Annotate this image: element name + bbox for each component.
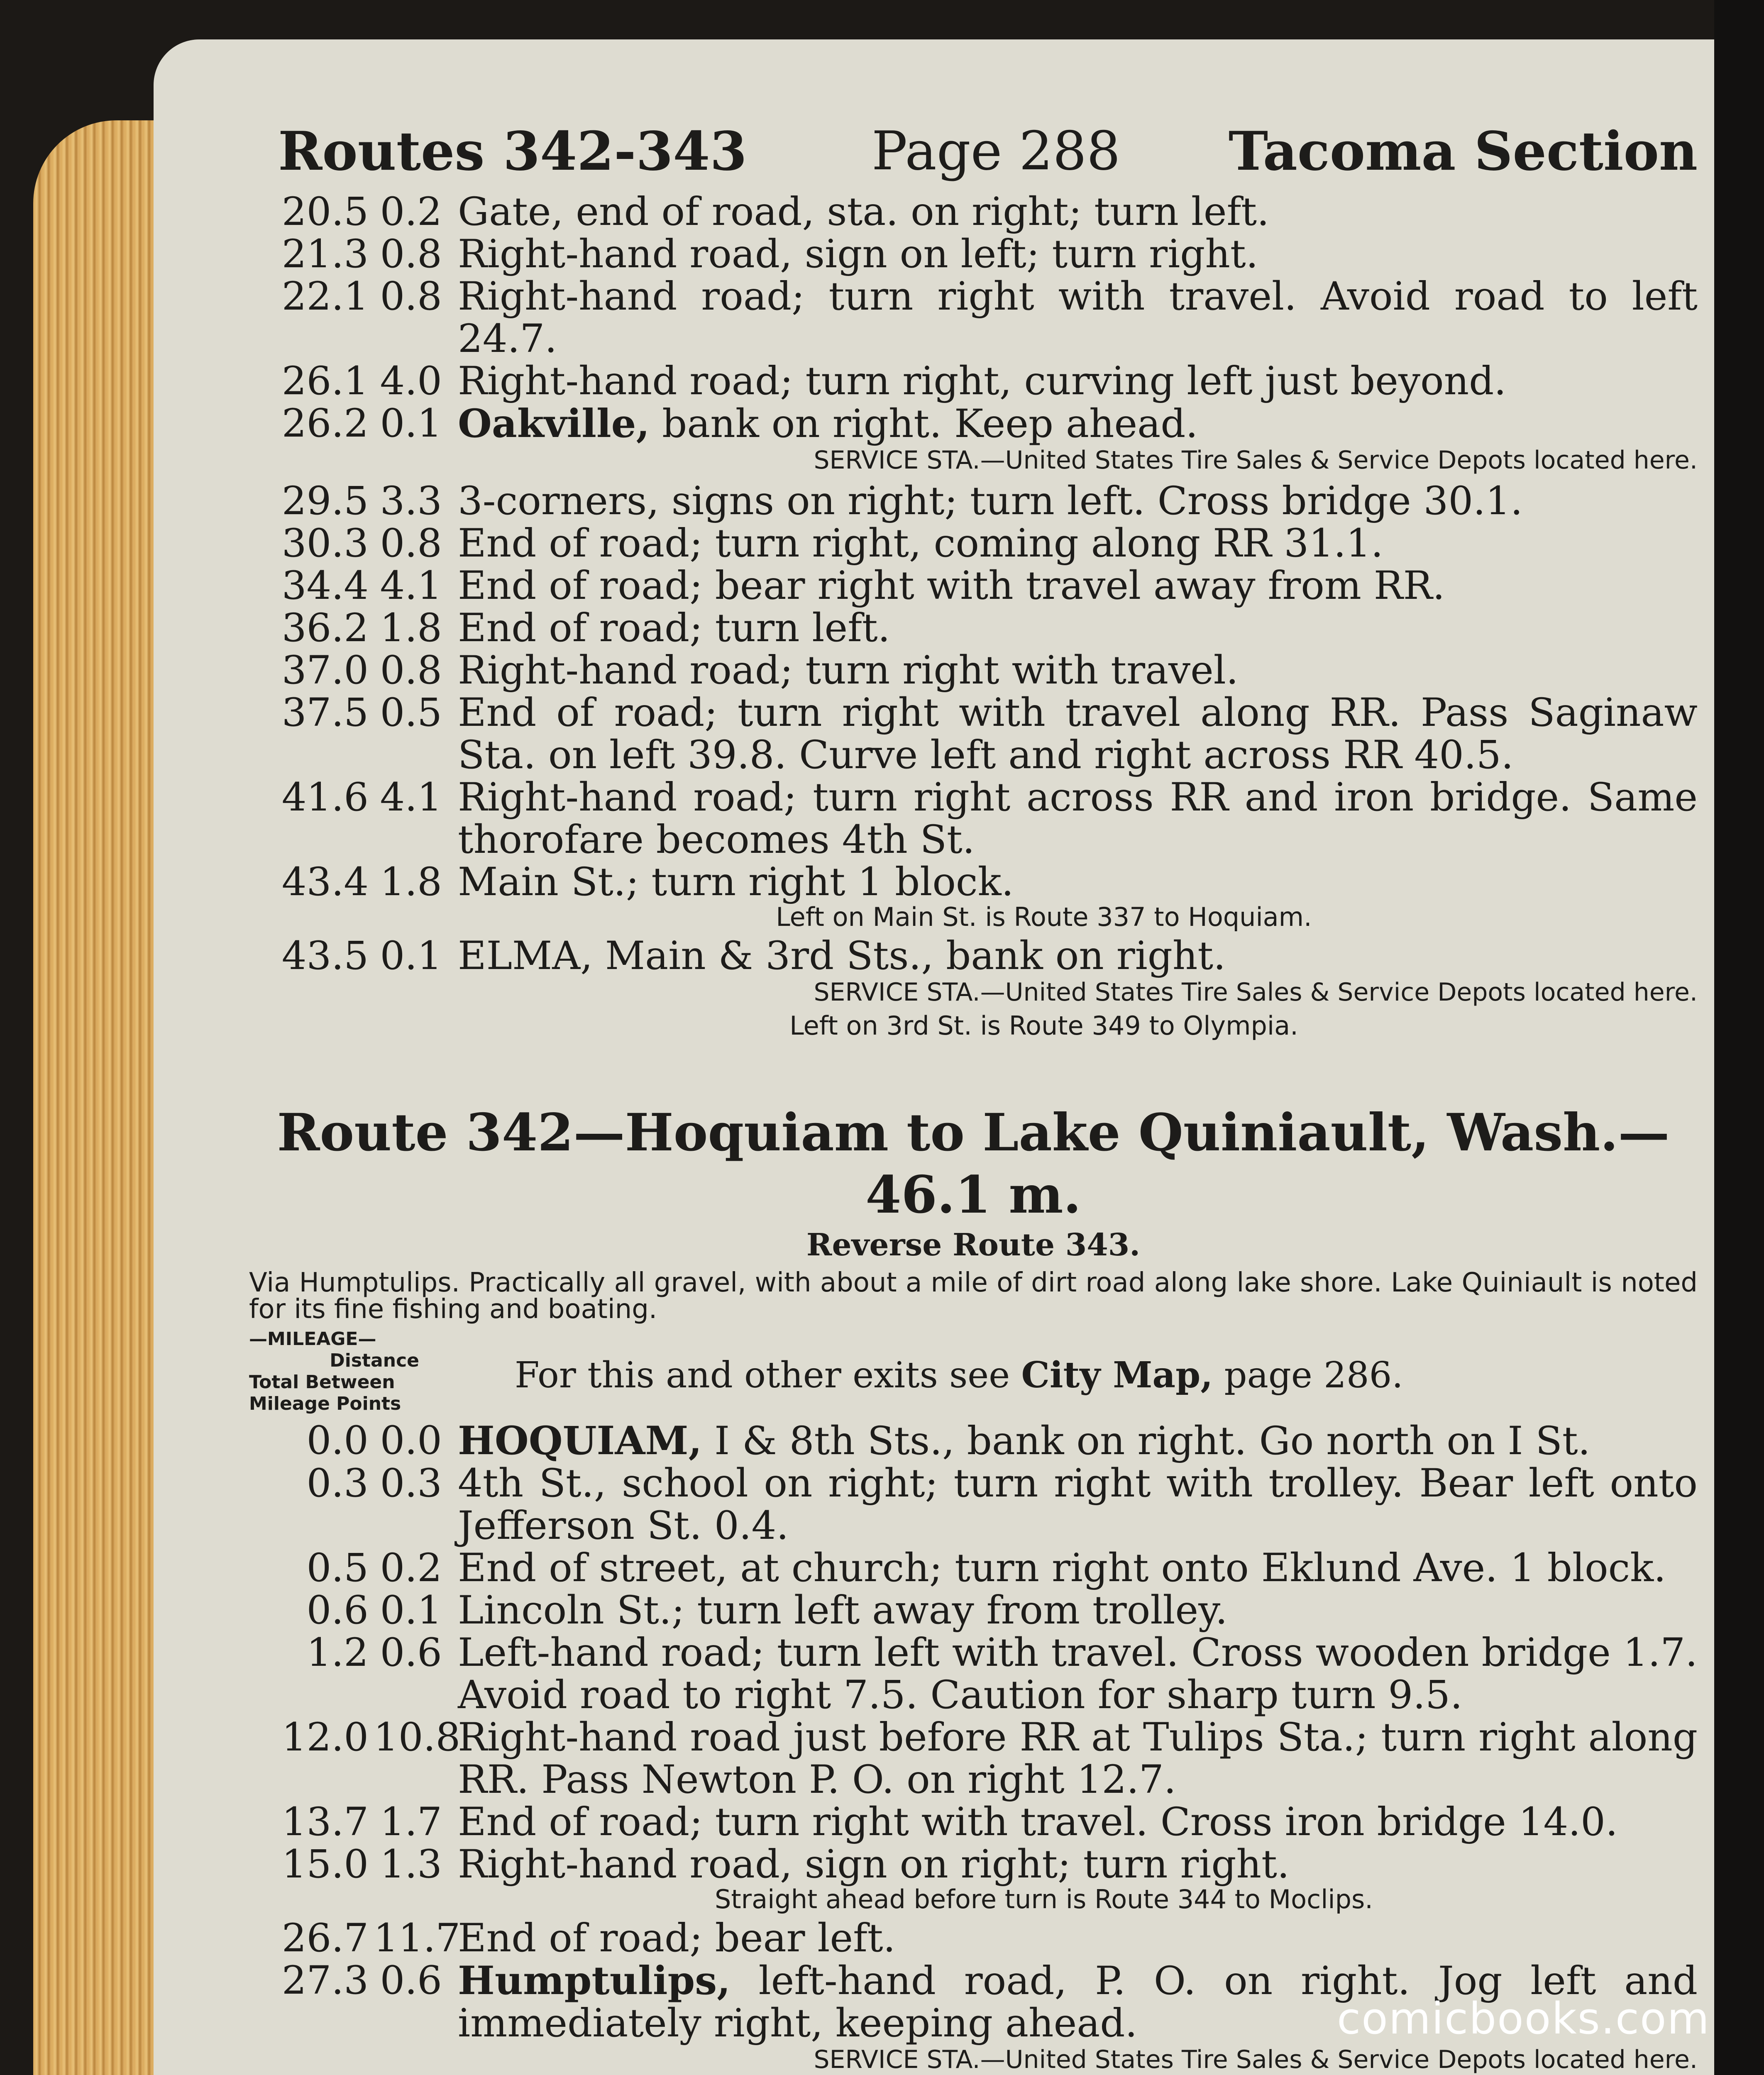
direction-text (442, 360, 1698, 403)
direction-text (442, 403, 1698, 445)
direction-text (442, 1462, 1698, 1547)
total-mileage: 43.5 (281, 933, 369, 979)
place-name: HOQUIAM, (458, 1418, 702, 1464)
total-mileage: 20.5 (281, 189, 369, 234)
total-mileage: 1.2 (306, 1630, 369, 1675)
direction-detail: Main St.; turn right 1 block. (458, 859, 1014, 905)
direction-detail: End of road; turn right, coming along RR 31.1. (458, 521, 1383, 566)
route-entry (249, 191, 1698, 233)
total-mileage: 21.3 (281, 232, 369, 277)
total-mileage: 29.5 (281, 478, 369, 524)
route-entry (249, 861, 1698, 903)
direction-detail: Right-hand road; turn right across RR and iron bridge. Same thorofare becomes 4th St. (458, 775, 1698, 862)
route-entry (249, 276, 1698, 360)
mileage-legend: —MILEAGE— Distance Total Between Mileage Points (249, 1328, 419, 1414)
direction-detail: 3-corners, signs on right; turn left. Cross bridge 30.1. (458, 478, 1523, 524)
direction-detail: Right-hand road; turn right with travel. (458, 648, 1239, 693)
distance-between: 0.2 (380, 189, 442, 234)
total-mileage: 0.5 (306, 1545, 369, 1591)
distance-between: 0.5 (380, 690, 442, 735)
direction-text (442, 1843, 1698, 1886)
route-connection-note: Left on 3rd St. is Route 349 to Olympia. (789, 1011, 1298, 1041)
route-entry (249, 565, 1698, 607)
total-mileage: 37.0 (281, 648, 369, 693)
route-connection-note: Straight ahead before turn is Route 344 to Moclips. (714, 1884, 1373, 1914)
route-entry (249, 480, 1698, 522)
distance-between: 0.8 (380, 274, 442, 319)
direction-text (442, 1917, 1698, 1960)
route-entry (249, 607, 1698, 649)
route-continuation (249, 191, 1698, 1040)
distance-between: 4.0 (380, 359, 442, 404)
distance-between: 0.1 (380, 1588, 442, 1633)
total-mileage: 37.5 (281, 690, 369, 735)
direction-text (442, 1589, 1698, 1632)
direction-text (442, 522, 1698, 565)
header-page: Page 288 (872, 120, 1121, 182)
route-342-title: Route 342—Hoquiam to Lake Quiniault, Wash.—46.1 m. (277, 1103, 1670, 1225)
distance-between: 0.1 (380, 933, 442, 979)
distance-between: 0.6 (380, 1630, 442, 1675)
route-entry (249, 1420, 1698, 1462)
service-station-note: SERVICE STA.—United States Tire Sales & Service Depots located here. (814, 978, 1698, 1007)
direction-detail: Right-hand road; turn right with travel. Avoid road to left 24.7. (458, 274, 1698, 361)
distance-between: 0.2 (380, 1545, 442, 1591)
running-header (249, 120, 1698, 191)
total-mileage: 26.2 (281, 401, 369, 446)
total-mileage: 22.1 (281, 274, 369, 319)
direction-text (442, 692, 1698, 776)
total-mileage: 27.3 (281, 1958, 369, 2003)
route-entry (249, 1462, 1698, 1547)
total-mileage: 43.4 (281, 859, 369, 905)
distance-between: 10.8 (374, 1715, 461, 1760)
direction-text (442, 935, 1698, 977)
total-mileage: 30.3 (281, 521, 369, 566)
distance-between: 1.7 (380, 1799, 442, 1845)
route-entry (249, 360, 1698, 403)
direction-detail: Right-hand road, sign on left; turn right. (458, 232, 1258, 277)
route-entry (249, 1843, 1698, 1886)
distance-between: 0.3 (380, 1461, 442, 1506)
direction-detail: left-hand road, P. O. on right. Jog left and immediately right, keeping ahead. (458, 1958, 1698, 2046)
route-entry (249, 776, 1698, 861)
direction-detail: Lincoln St.; turn left away from trolley. (458, 1588, 1228, 1633)
direction-text (442, 1547, 1698, 1589)
total-mileage: 26.1 (281, 359, 369, 404)
book-binding (1714, 0, 1764, 2075)
distance-between: 0.8 (380, 521, 442, 566)
direction-detail: Right-hand road; turn right, curving left just beyond. (458, 359, 1507, 404)
distance-between: 0.8 (380, 232, 442, 277)
route-entry (249, 1589, 1698, 1632)
direction-text (442, 776, 1698, 861)
service-station-note: SERVICE STA.—United States Tire Sales & Service Depots located here. (814, 2045, 1698, 2074)
direction-text (442, 565, 1698, 607)
direction-text (442, 233, 1698, 276)
watermark: comicbooks.com (1336, 1993, 1710, 2044)
route-entry (249, 649, 1698, 692)
exits-note: For this and other exits see City Map, page 286. (515, 1354, 1403, 1396)
direction-text (442, 191, 1698, 233)
distance-between: 0.8 (380, 648, 442, 693)
route-entry (249, 935, 1698, 977)
direction-detail: Left-hand road; turn left with travel. Cross wooden bridge 1.7. Avoid road to right 7.5. Caution for sharp turn 9.5. (458, 1630, 1698, 1718)
route-entry (249, 1547, 1698, 1589)
total-mileage: 13.7 (281, 1799, 369, 1845)
direction-text (442, 1801, 1698, 1843)
distance-between: 0.6 (380, 1958, 442, 2003)
service-station-note: SERVICE STA.—United States Tire Sales & Service Depots located here. (814, 446, 1698, 475)
direction-detail: I & 8th Sts., bank on right. Go north on I St. (714, 1418, 1591, 1464)
direction-detail: Right-hand road just before RR at Tulips Sta.; turn right along RR. Pass Newton P. O. on right 12.7. (458, 1715, 1698, 1802)
route-342-entries (249, 1420, 1698, 2075)
total-mileage: 26.7 (281, 1916, 369, 1961)
direction-text (442, 649, 1698, 692)
direction-text (442, 861, 1698, 903)
direction-detail: 4th St., school on right; turn right with trolley. Bear left onto Jefferson St. 0.4. (458, 1461, 1698, 1548)
distance-between: 1.8 (380, 859, 442, 905)
distance-between: 0.1 (380, 401, 442, 446)
direction-detail: ELMA, Main & 3rd Sts., bank on right. (458, 933, 1226, 979)
distance-between: 4.1 (380, 563, 442, 608)
total-mileage: 34.4 (281, 563, 369, 608)
distance-between: 4.1 (380, 775, 442, 820)
direction-detail: End of road; turn right with travel. Cross iron bridge 14.0. (458, 1799, 1618, 1845)
total-mileage: 15.0 (281, 1842, 369, 1887)
route-connection-note: Left on Main St. is Route 337 to Hoquiam. (776, 902, 1312, 932)
total-mileage: 0.0 (306, 1418, 369, 1463)
total-mileage: 12.0 (281, 1715, 369, 1760)
direction-detail: Gate, end of road, sta. on right; turn left. (458, 189, 1269, 234)
page-content (249, 120, 1698, 2075)
total-mileage: 36.2 (281, 605, 369, 651)
direction-text (442, 607, 1698, 649)
direction-detail: Right-hand road, sign on right; turn right. (458, 1842, 1290, 1887)
place-name: Oakville, (458, 401, 650, 447)
direction-detail: End of road; turn right with travel along RR. Pass Saginaw Sta. on left 39.8. Curve left and right across RR 40.5. (458, 690, 1698, 778)
direction-detail: End of road; bear left. (458, 1916, 896, 1961)
direction-detail: bank on right. Keep ahead. (662, 401, 1198, 447)
total-mileage: 0.3 (306, 1461, 369, 1506)
route-342-description: Via Humptulips. Practically all gravel, with about a mile of dirt road along lake shore. Lake Quiniault is noted for its fine fishing and boating. (249, 1267, 1698, 1325)
route-entry (249, 403, 1698, 445)
direction-detail: End of road; turn left. (458, 605, 890, 651)
header-routes: Routes 342-343 (278, 120, 747, 183)
direction-detail: End of street, at church; turn right onto Eklund Ave. 1 block. (458, 1545, 1666, 1591)
distance-between: 11.7 (374, 1916, 461, 1961)
distance-between: 0.0 (380, 1418, 442, 1463)
direction-detail: End of road; bear right with travel away from RR. (458, 563, 1445, 608)
route-entry (249, 1632, 1698, 1716)
header-section: Tacoma Section (1228, 120, 1698, 183)
direction-text (442, 1420, 1698, 1462)
route-342-mileage-header (249, 1328, 1698, 1420)
route-entry (249, 1716, 1698, 1801)
total-mileage: 0.6 (306, 1588, 369, 1633)
route-entry (249, 522, 1698, 565)
direction-text (442, 276, 1698, 360)
route-entry (249, 692, 1698, 776)
distance-between: 1.3 (380, 1842, 442, 1887)
direction-text (442, 1632, 1698, 1716)
direction-text (442, 1716, 1698, 1801)
route-entry (249, 1917, 1698, 1960)
place-name: Humptulips, (458, 1958, 731, 2004)
route-342-reverse: Reverse Route 343. (806, 1227, 1141, 1263)
route-entry (249, 1801, 1698, 1843)
route-entry (249, 233, 1698, 276)
distance-between: 1.8 (380, 605, 442, 651)
distance-between: 3.3 (380, 478, 442, 524)
direction-text (442, 480, 1698, 522)
total-mileage: 41.6 (281, 775, 369, 820)
